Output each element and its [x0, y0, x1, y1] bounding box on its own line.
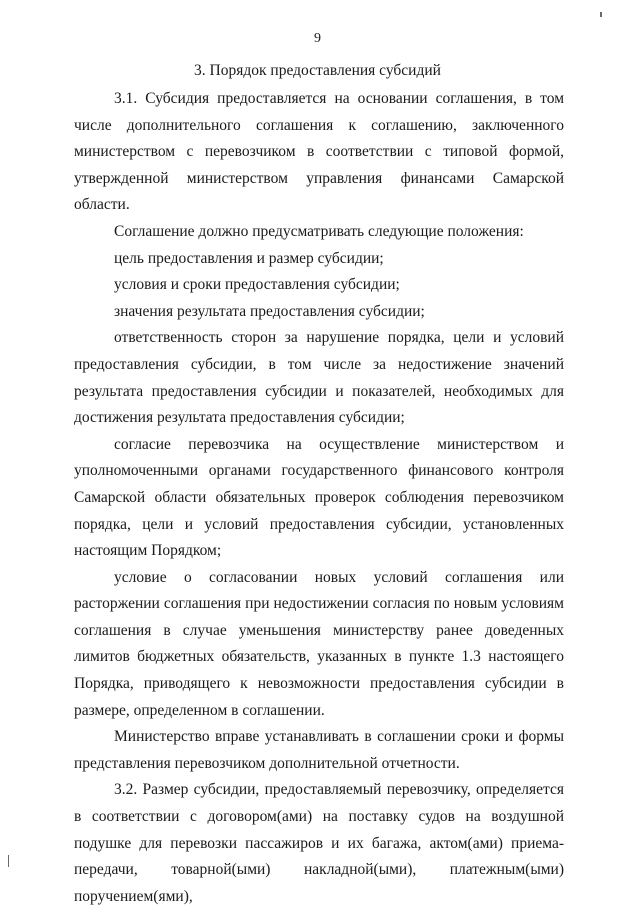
section-title: 3. Порядок предоставления субсидий: [194, 62, 441, 79]
scan-artifact-mark: [8, 855, 9, 867]
provision-conditions: условия и сроки предоставления субсидии;: [114, 276, 400, 294]
provision-result-values: значения результата предоставления субсидии;: [114, 302, 425, 320]
document-body: [74, 86, 564, 910]
paragraph-agreement-provisions: Соглашение должно предусматривать следующие положения:: [114, 222, 524, 240]
provision-responsibility: ответственность сторон за нарушение порядка, цели и условий предоставления субсидии, в том числе за недостижение значений результата предоставления субсидии и показателей, необходимых для достижения результата предоставления субсидии;: [74, 329, 564, 427]
paragraph-3-2: 3.2. Размер субсидии, предоставляемый перевозчику, определяется в соответствии с договором(ами) на поставку судов на воздушной подушке для перевозки пассажиров и их багажа, актом(ами) приема-передачи, товарной(ыми) накладной(ыми), платежным(ыми) поручением(ями),: [74, 781, 564, 905]
paragraph-reporting: Министерство вправе устанавливать в соглашении сроки и формы представления перевозчиком дополнительной отчетности.: [74, 728, 564, 772]
provision-purpose: цель предоставления и размер субсидии;: [114, 249, 384, 267]
provision-audit-consent: согласие перевозчика на осуществление министерством и уполномоченными органами государственного финансового контроля Самарской области обязательных проверок соблюдения перевозчиком порядка, цели и условий предоставления субсидии, установленных настоящим Порядком;: [74, 435, 564, 560]
page-number: 9: [314, 31, 321, 46]
paragraph-3-1: 3.1. Субсидия предоставляется на основании соглашения, в том числе дополнительного соглашения к соглашению, заключенного министерством с перевозчиком в соответствии с типовой формой, утвержденной министерством управления финансами Самарской области.: [74, 90, 564, 214]
scan-artifact-mark: [600, 12, 602, 17]
provision-renegotiation: условие о согласовании новых условий соглашения или расторжении соглашения при недостижении согласия по новым условиям соглашения в случае уменьшения министерству ранее доведенных лимитов бюджетных обязательств, указанных в пункте 1.3 настоящего Порядка, приводящего к невозможности предоставления субсидии в размере, определенном в соглашении.: [74, 568, 564, 719]
